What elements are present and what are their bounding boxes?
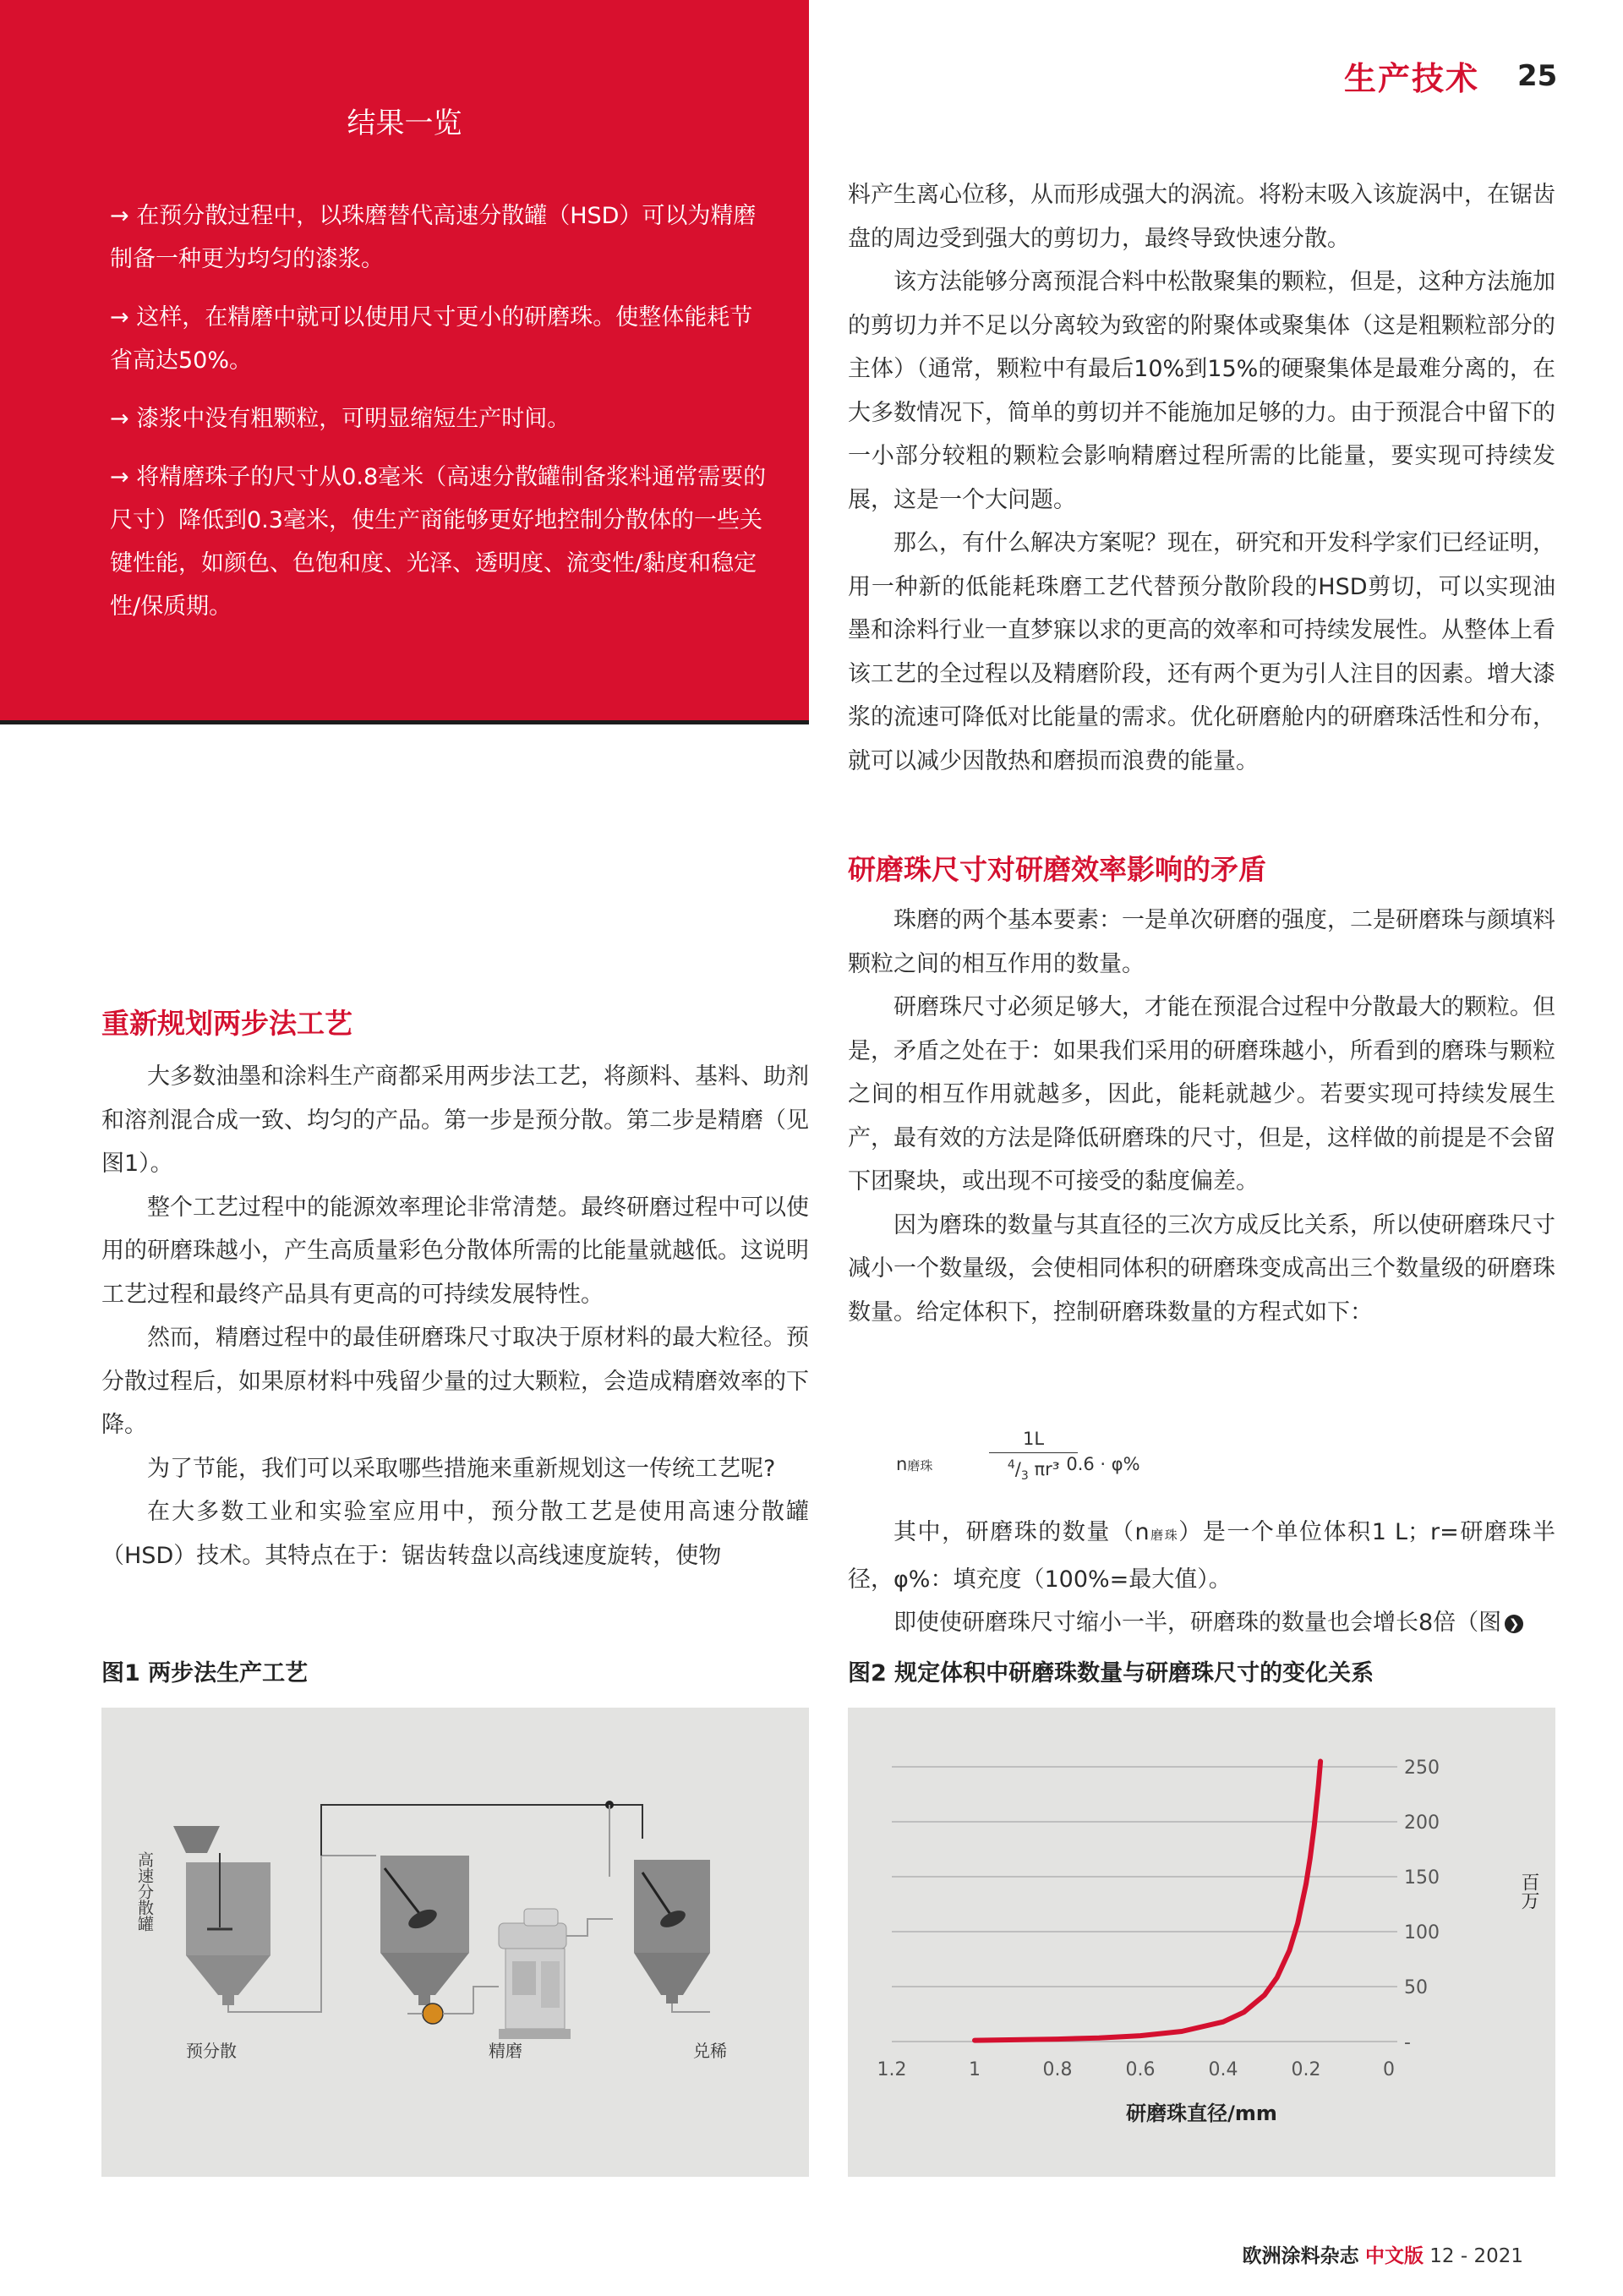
figure1-panel: [101, 1708, 809, 2177]
summary-title: 结果一览: [347, 107, 462, 140]
paragraph: 大多数油墨和涂料生产商都采用两步法工艺，将颜料、基料、助剂和溶剂混合成一致、均匀的产品。第一步是预分散。第二步是精磨（见图1）。: [101, 1063, 809, 1177]
bead-mill-machine: [499, 1909, 571, 2039]
paragraph: 即使使研磨珠尺寸缩小一半，研磨珠的数量也会增长8倍（图 ❯: [848, 1601, 1555, 1645]
right-heading: 研磨珠尺寸对研磨效率影响的矛盾: [848, 853, 1266, 886]
right-column-bottom: [848, 1511, 1555, 1645]
paragraph: 因为磨珠的数量与其直径的三次方成反比关系，所以使研磨珠尺寸减小一个数量级，会使相同体积的研磨珠变成高出三个数量级的研磨珠数量。给定体积下，控制研磨珠数量的方程式如下：: [848, 1211, 1555, 1326]
hopper-icon: [173, 1826, 220, 1853]
section-title: 生产技术: [1344, 60, 1480, 97]
series-line: [975, 1762, 1320, 2041]
formula-numerator: 1L: [1022, 1429, 1045, 1449]
grinding-tank: [380, 1856, 469, 1953]
right-column-mid: [848, 899, 1555, 1334]
x-tick-label: 1.2: [877, 2059, 907, 2080]
paragraph: 整个工艺过程中的能源效率理论非常清楚。最终研磨过程中可以使用的研磨珠越小，产生高质量彩色分散体所需的比能量就越低。这说明工艺过程和最终产品具有更高的可持续发展特性。: [101, 1194, 809, 1308]
x-tick-label: 0.6: [1125, 2059, 1156, 2080]
x-tick-label: 0.8: [1042, 2059, 1073, 2080]
process-diagram: [101, 1708, 809, 2177]
y-tick-label: 50: [1404, 1977, 1428, 1998]
stage-label-predisperse: 预分散: [186, 2041, 237, 2061]
paragraph: 其中，研磨珠的数量（n磨珠）是一个单位体积1 L；r=研磨珠半径，φ%：填充度（100%=最大值）。: [848, 1519, 1555, 1593]
x-tick-label: 0: [1383, 2059, 1395, 2080]
paragraph: 珠磨的两个基本要素：一是单次研磨的强度，二是研磨珠与颜填料颗粒之间的相互作用的数量。: [848, 907, 1555, 977]
left-heading: 重新规划两步法工艺: [101, 1007, 352, 1040]
paragraph: 为了节能，我们可以采取哪些措施来重新规划这一传统工艺呢?: [147, 1455, 776, 1482]
y-tick-label: 150: [1404, 1867, 1440, 1889]
hsd-vertical-label: 高速分散罐: [135, 1851, 154, 1932]
stage-label-letdown: 兑稀: [693, 2041, 727, 2061]
figure2-panel: [848, 1708, 1555, 2177]
summary-item: → 这样，在精磨中就可以使用尺寸更小的研磨珠。使整体能耗节省高达50%。: [110, 304, 753, 374]
footer-issue: 12 - 2021: [1429, 2245, 1523, 2267]
paragraph: 那么，有什么解决方案呢？现在，研究和开发科学家们已经证明，用一种新的低能耗珠磨工艺代替预分散阶段的HSD剪切，可以实现油墨和涂料行业一直梦寐以求的更高的效率和可持续发展性。从整体上看该工艺的全过程以及精磨阶段，还有两个更为引人注目的因素。增大漆浆的流速可降低对比能量的需求。优化研磨舱内的研磨珠活性和分布，就可以减少因散热和磨损而浪费的能量。: [848, 530, 1555, 774]
paragraph: 然而，精磨过程中的最佳研磨珠尺寸取决于原材料的最大粒径。预分散过程后，如果原材料中残留少量的过大颗粒，会造成精磨效率的下降。: [101, 1325, 809, 1438]
paragraph: 该方法能够分离预混合料中松散聚集的颗粒，但是，这种方法施加的剪切力并不足以分离较为致密的附聚体或聚集体（这是粗颗粒部分的主体）（通常，颗粒中有最后10%到15%的硬聚集体是最难分离的，在大多数情况下，简单的剪切并不能施加足够的力。由于预混合中留下的一小部分较粗的颗粒会影响精磨过程所需的比能量，要实现可持续发展，这是一个大问题。: [848, 269, 1555, 513]
formula-denominator: $^4/_3$ πr³: [989, 1452, 1078, 1483]
summary-item: → 将精磨珠子的尺寸从0.8毫米（高速分散罐制备浆料通常需要的尺寸）降低到0.3毫米，使生产商能够更好地控制分散体的一些关键性能，如颜色、色饱和度、光泽、透明度、流变性/黏度和稳定性/保质期。: [110, 464, 767, 620]
formula-lhs: n磨珠: [896, 1454, 933, 1474]
letdown-tank: [634, 1860, 710, 1953]
figure2-caption: 图2 规定体积中研磨珠数量与研磨珠尺寸的变化关系: [848, 1660, 1374, 1686]
arrow-right-circle-icon: ❯: [1505, 1615, 1523, 1633]
y-tick-label: 250: [1404, 1758, 1440, 1779]
y-tick-label: 200: [1404, 1812, 1440, 1834]
predisperse-tank: [186, 1862, 270, 1955]
formula-rhs: · 0.6 · φ%: [1055, 1454, 1140, 1474]
left-column: [101, 1055, 809, 1577]
footer-edition: 中文版: [1364, 2245, 1424, 2267]
footer-magazine: 欧洲涂料杂志: [1242, 2245, 1359, 2267]
stage-label-grinding: 精磨: [489, 2041, 522, 2061]
x-tick-label: 0.2: [1291, 2059, 1321, 2080]
chart-xlabel: 研磨珠直径/mm: [1126, 2102, 1277, 2125]
footer: [1243, 2240, 1523, 2268]
right-column-top: [848, 173, 1555, 783]
figure1-caption: 图1 两步法生产工艺: [101, 1660, 309, 1686]
summary-list: [110, 194, 769, 643]
summary-item: → 漆浆中没有粗颗粒，可明显缩短生产时间。: [110, 406, 571, 432]
paragraph: 在大多数工业和实验室应用中，预分散工艺是使用高速分散罐（HSD）技术。其特点在于：锯齿转盘以高线速度旋转，使物: [101, 1499, 809, 1569]
y-tick-label: 100: [1404, 1922, 1440, 1943]
x-tick-label: 0.4: [1208, 2059, 1238, 2080]
pump-icon: [423, 2004, 443, 2024]
y-tick-label: -: [1404, 2032, 1411, 2053]
chart-ylabel: 百万: [1518, 1872, 1539, 1910]
page-number: 25: [1517, 59, 1558, 93]
x-tick-label: 1: [969, 2059, 981, 2080]
paragraph: 研磨珠尺寸必须足够大，才能在预混合过程中分散最大的颗粒。但是，矛盾之处在于：如果我们采用的研磨珠越小，所看到的磨珠与颗粒之间的相互作用就越多，因此，能耗就越少。若要实现可持续发展生产，最有效的方法是降低研磨珠的尺寸，但是，这样做的前提是不会留下团聚块，或出现不可接受的黏度偏差。: [848, 994, 1555, 1194]
summary-box: [0, 0, 809, 724]
summary-item: → 在预分散过程中，以珠磨替代高速分散罐（HSD）可以为精磨制备一种更为均匀的漆浆。: [110, 203, 757, 272]
paragraph: 料产生离心位移，从而形成强大的涡流。将粉末吸入该旋涡中，在锯齿盘的周边受到强大的剪切力，最终导致快速分散。: [848, 182, 1555, 252]
